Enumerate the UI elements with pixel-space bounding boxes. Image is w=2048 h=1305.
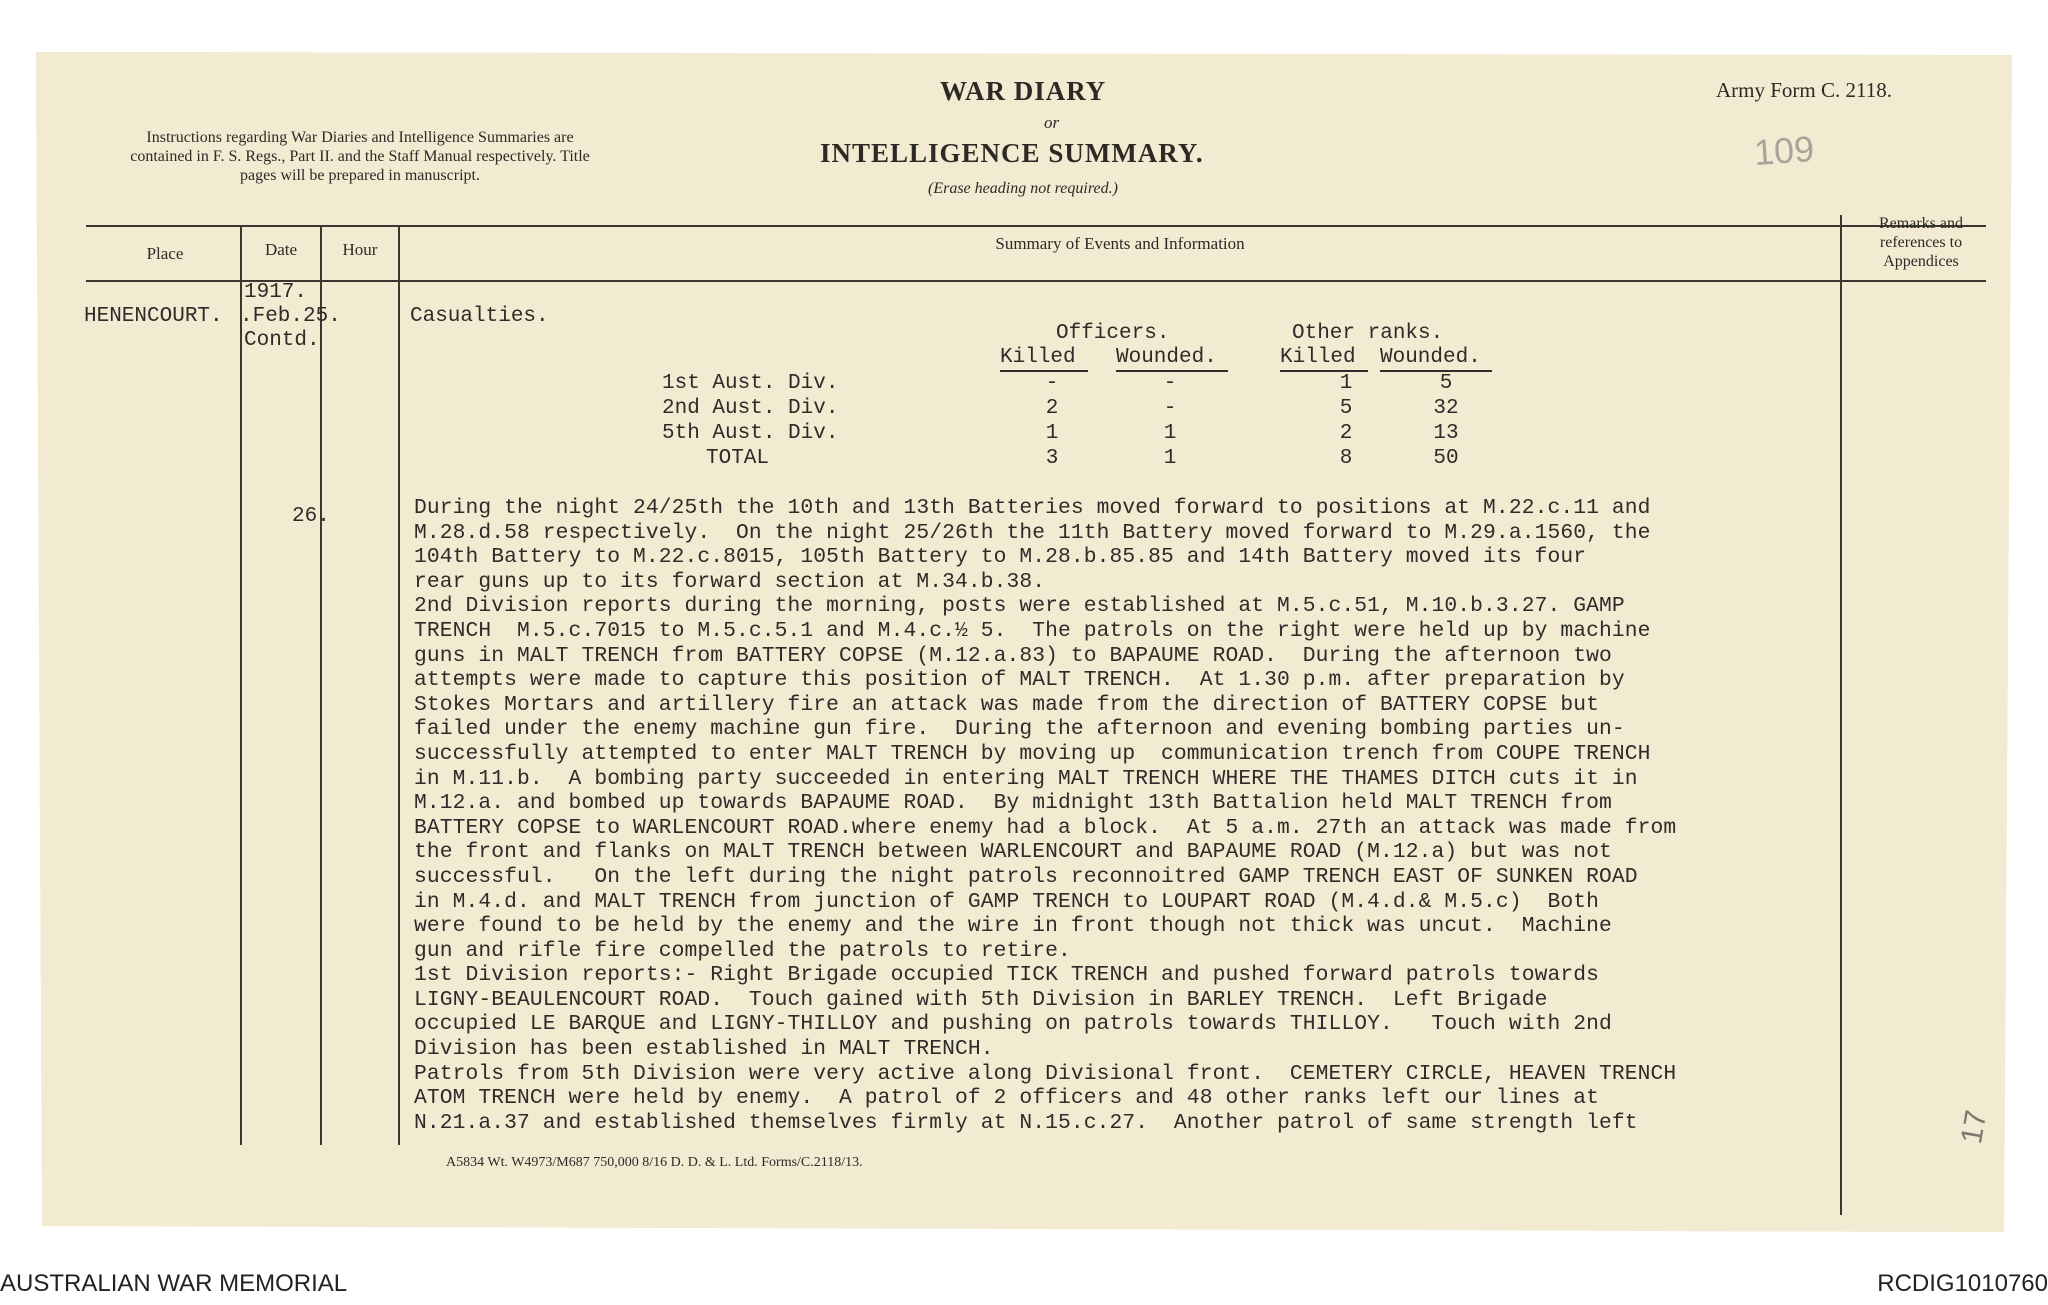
cell-off-killed: - (1045, 372, 1059, 395)
row-unit: 1st Aust. Div. (662, 372, 839, 395)
row-unit: TOTAL (706, 447, 770, 470)
cell-or-wounded: 5 (1439, 372, 1453, 395)
officers-killed-header: Killed (1000, 346, 1076, 369)
table-top-rule (86, 225, 1986, 227)
row-unit: 2nd Aust. Div. (662, 397, 839, 420)
cell-or-wounded: 50 (1433, 447, 1459, 470)
entry-year: 1917. (244, 281, 308, 304)
officers-header: Officers. (1056, 322, 1170, 345)
erase-note: (Erase heading not required.) (928, 180, 1118, 197)
archive-id: RCDIG1010760 (1877, 1270, 2048, 1297)
page-number-stamp: 109 (1752, 127, 1816, 174)
col-summary: Summary of Events and Information (995, 234, 1245, 253)
entry-place: HENENCOURT. (84, 305, 223, 328)
cell-or-wounded: 32 (1433, 397, 1459, 420)
officers-wounded-header: Wounded. (1116, 346, 1217, 369)
cell-or-killed: 8 (1339, 447, 1353, 470)
cell-or-killed: 2 (1339, 422, 1353, 445)
col-remarks: Remarks and references to Appendices (1879, 215, 1963, 270)
col-place: Place (146, 244, 184, 263)
archive-credit: AUSTRALIAN WAR MEMORIAL (0, 1270, 348, 1297)
cell-off-wounded: - (1163, 397, 1177, 420)
cell-off-wounded: - (1163, 372, 1177, 395)
col-hour: Hour (342, 240, 378, 259)
other-ranks-header: Other ranks. (1292, 322, 1444, 345)
cell-or-wounded: 13 (1433, 422, 1459, 445)
cell-or-killed: 1 (1339, 372, 1353, 395)
hour-col-divider (398, 225, 400, 1145)
header-bottom-rule (86, 280, 1986, 282)
entry-day-26: 26. (292, 505, 330, 528)
diary-subtitle: INTELLIGENCE SUMMARY. (820, 138, 1204, 168)
date-col-divider (320, 225, 322, 1145)
entry-contd: Contd. (244, 329, 320, 352)
place-col-divider (240, 225, 242, 1145)
cell-off-wounded: 1 (1163, 422, 1177, 445)
margin-annotation: 17 (1955, 1107, 1994, 1147)
cell-off-killed: 2 (1045, 397, 1059, 420)
instructions-note: Instructions regarding War Diaries and Intelligence Summaries are contained in F. S. Regs., Part II. and the Staff Manual respectively. Title pages will be prepared in manuscript. (130, 129, 590, 184)
cell-or-killed: 5 (1339, 397, 1353, 420)
or-wounded-header: Wounded. (1380, 346, 1481, 369)
entry-day: .Feb.25. (240, 305, 341, 328)
title-or: or (1044, 113, 1060, 132)
casualties-heading: Casualties. (410, 305, 549, 328)
entry-date (240, 281, 341, 353)
cell-off-killed: 1 (1045, 422, 1059, 445)
army-form-label: Army Form C. 2118. (1716, 78, 1892, 102)
form-print-line: A5834 Wt. W4973/M687 750,000 8/16 D. D. & L. Ltd. Forms/C.2118/13. (446, 1155, 863, 1170)
diary-title: WAR DIARY (940, 76, 1107, 106)
row-unit: 5th Aust. Div. (662, 422, 839, 445)
or-killed-header: Killed (1280, 346, 1356, 369)
diary-entry-text: During the night 24/25th the 10th and 13th Batteries moved forward to positions at M.22.c.11 and M.28.d.58 respectively. On the night 25/26th the 11th Battery moved forward to M.29.a.1560, the 104th Battery to M.22.c.8015, 105th Battery to M.28.b.85.85 and 14th Battery moved its four rear guns up to its forward section at M.34.b.38. 2nd Division reports during the morning, posts were established at M.5.c.51, M.10.b.3.27. GAMP TRENCH M.5.c.7015 to M.5.c.5.1 and M.4.c.½ 5. The patrols on the right were held up by machine guns in MALT TRENCH from BATTERY COPSE (M.12.a.83) to BAPAUME ROAD. During the afternoon two attempts were made to capture this position of MALT TRENCH. At 1.30 p.m. after preparation by Stokes Mortars and artillery fire an attack was made from the direction of BATTERY COPSE but failed under the enemy machine gun fire. During the afternoon and evening bombing parties un- successfully attempted to enter MALT TRENCH by moving up communication trench from COUPE TRENCH in M.11.b. A bombing party succeeded in entering MALT TRENCH WHERE THE THAMES DITCH cuts it in M.12.a. and bombed up towards BAPAUME ROAD. By midnight 13th Battalion held MALT TRENCH from BATTERY COPSE to WARLENCOURT ROAD.where enemy had a block. At 5 a.m. 27th an attack was made from the front and flanks on MALT TRENCH between WARLENCOURT and BAPAUME ROAD (M.12.a) but was not successful. On the left during the night patrols reconnoitred GAMP TRENCH EAST OF SUNKEN ROAD in M.4.d. and MALT TRENCH from junction of GAMP TRENCH to LOUPART ROAD (M.4.d.& M.5.c) Both were found to be held by the enemy and the wire in front though not thick was uncut. Machine gun and rifle fire compelled the patrols to retire. 1st Division reports:- Right Brigade occupied TICK TRENCH and pushed forward patrols towards LIGNY-BEAULENCOURT ROAD. Touch gained with 5th Division in BARLEY TRENCH. Left Brigade occupied LE BARQUE and LIGNY-THILLOY and pushing on patrols towards THILLOY. Touch with 2nd Division has been established in MALT TRENCH. Patrols from 5th Division were very active along Divisional front. CEMETERY CIRCLE, HEAVEN TRENCH ATOM TRENCH were held by enemy. A patrol of 2 officers and 48 other ranks left our lines at N.21.a.37 and established themselves firmly at N.15.c.27. Another patrol of same strength left (414, 496, 1677, 1135)
cell-off-killed: 3 (1045, 447, 1059, 470)
cell-off-wounded: 1 (1163, 447, 1177, 470)
col-date: Date (264, 240, 298, 259)
